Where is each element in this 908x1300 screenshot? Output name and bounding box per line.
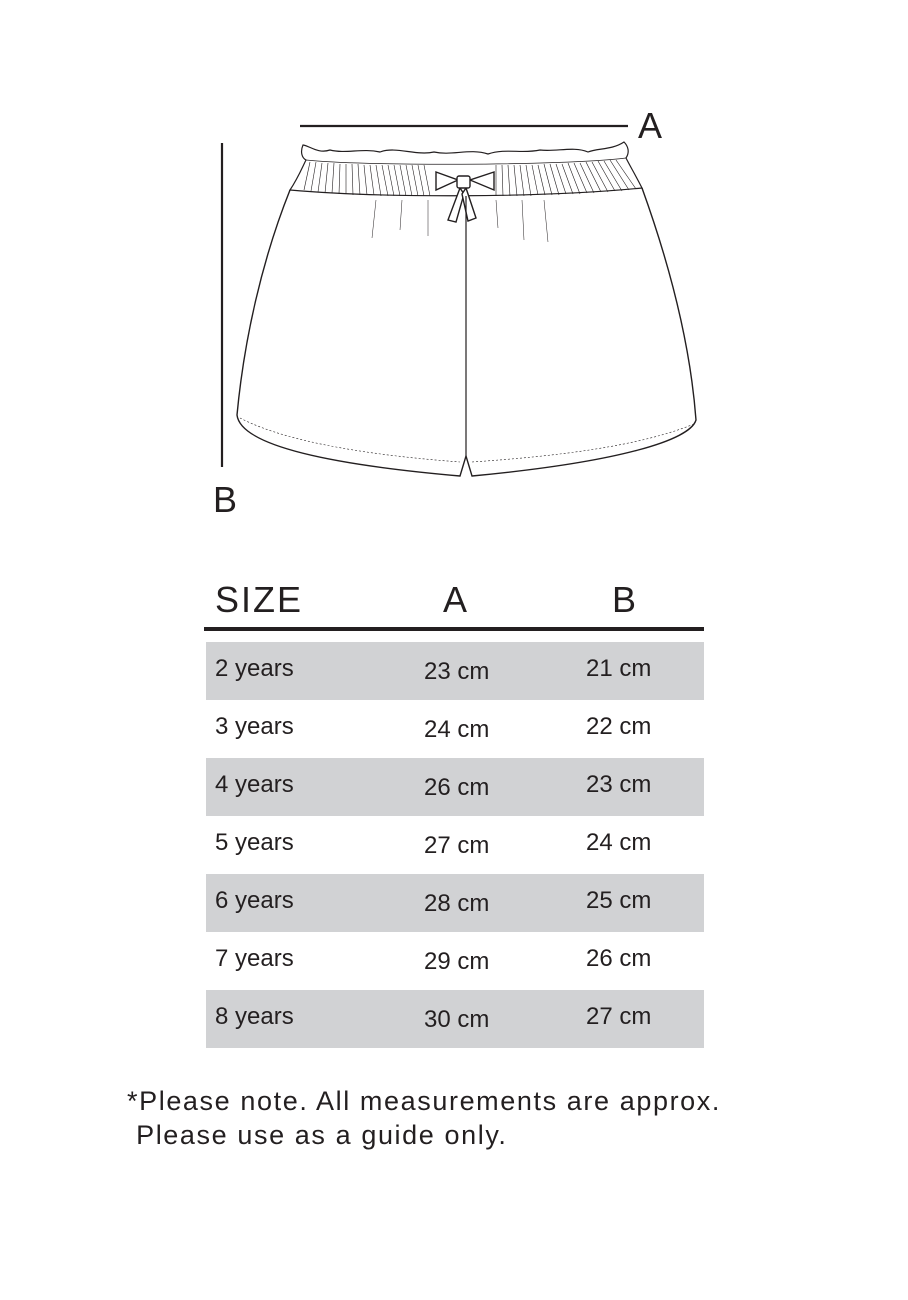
measure-b-label: B [213, 479, 238, 520]
shorts-illustration [0, 0, 908, 540]
cell-a: 29 cm [424, 948, 490, 975]
cell-b: 21 cm [586, 655, 652, 682]
header-b: B [612, 579, 639, 620]
cell-b: 25 cm [586, 887, 652, 914]
drawstring-bow [436, 172, 494, 222]
table-row [206, 816, 704, 874]
note-line-1: *Please note. All measurements are approx. [127, 1086, 721, 1116]
cell-a: 24 cm [424, 716, 490, 743]
cell-b: 27 cm [586, 1003, 652, 1030]
cell-b: 26 cm [586, 945, 652, 972]
header-a: A [443, 579, 470, 620]
note-line-2: Please use as a guide only. [127, 1120, 508, 1150]
cell-a: 23 cm [424, 658, 490, 685]
cell-a: 26 cm [424, 774, 490, 801]
cell-size: 2 years [215, 655, 294, 682]
cell-a: 27 cm [424, 832, 490, 859]
disclaimer-note [127, 1084, 721, 1152]
table-row [206, 932, 704, 990]
cell-size: 3 years [215, 713, 294, 740]
table-body [206, 642, 704, 1048]
hem-stitch [240, 418, 694, 462]
cell-a: 28 cm [424, 890, 490, 917]
table-row [206, 700, 704, 758]
table-row [206, 642, 704, 700]
cell-size: 8 years [215, 1003, 294, 1030]
shorts-diagram [0, 0, 908, 540]
cell-size: 7 years [215, 945, 294, 972]
cell-size: 6 years [215, 887, 294, 914]
table-row [206, 990, 704, 1048]
cell-b: 24 cm [586, 829, 652, 856]
size-chart-table [206, 578, 704, 1033]
cell-b: 23 cm [586, 771, 652, 798]
header-size: SIZE [215, 579, 304, 620]
cell-a: 30 cm [424, 1006, 490, 1033]
table-row [206, 758, 704, 816]
header-rule [204, 627, 704, 631]
table-header [206, 578, 704, 628]
measure-a-label: A [638, 105, 663, 146]
cell-size: 5 years [215, 829, 294, 856]
table-row [206, 874, 704, 932]
cell-size: 4 years [215, 771, 294, 798]
cell-b: 22 cm [586, 713, 652, 740]
